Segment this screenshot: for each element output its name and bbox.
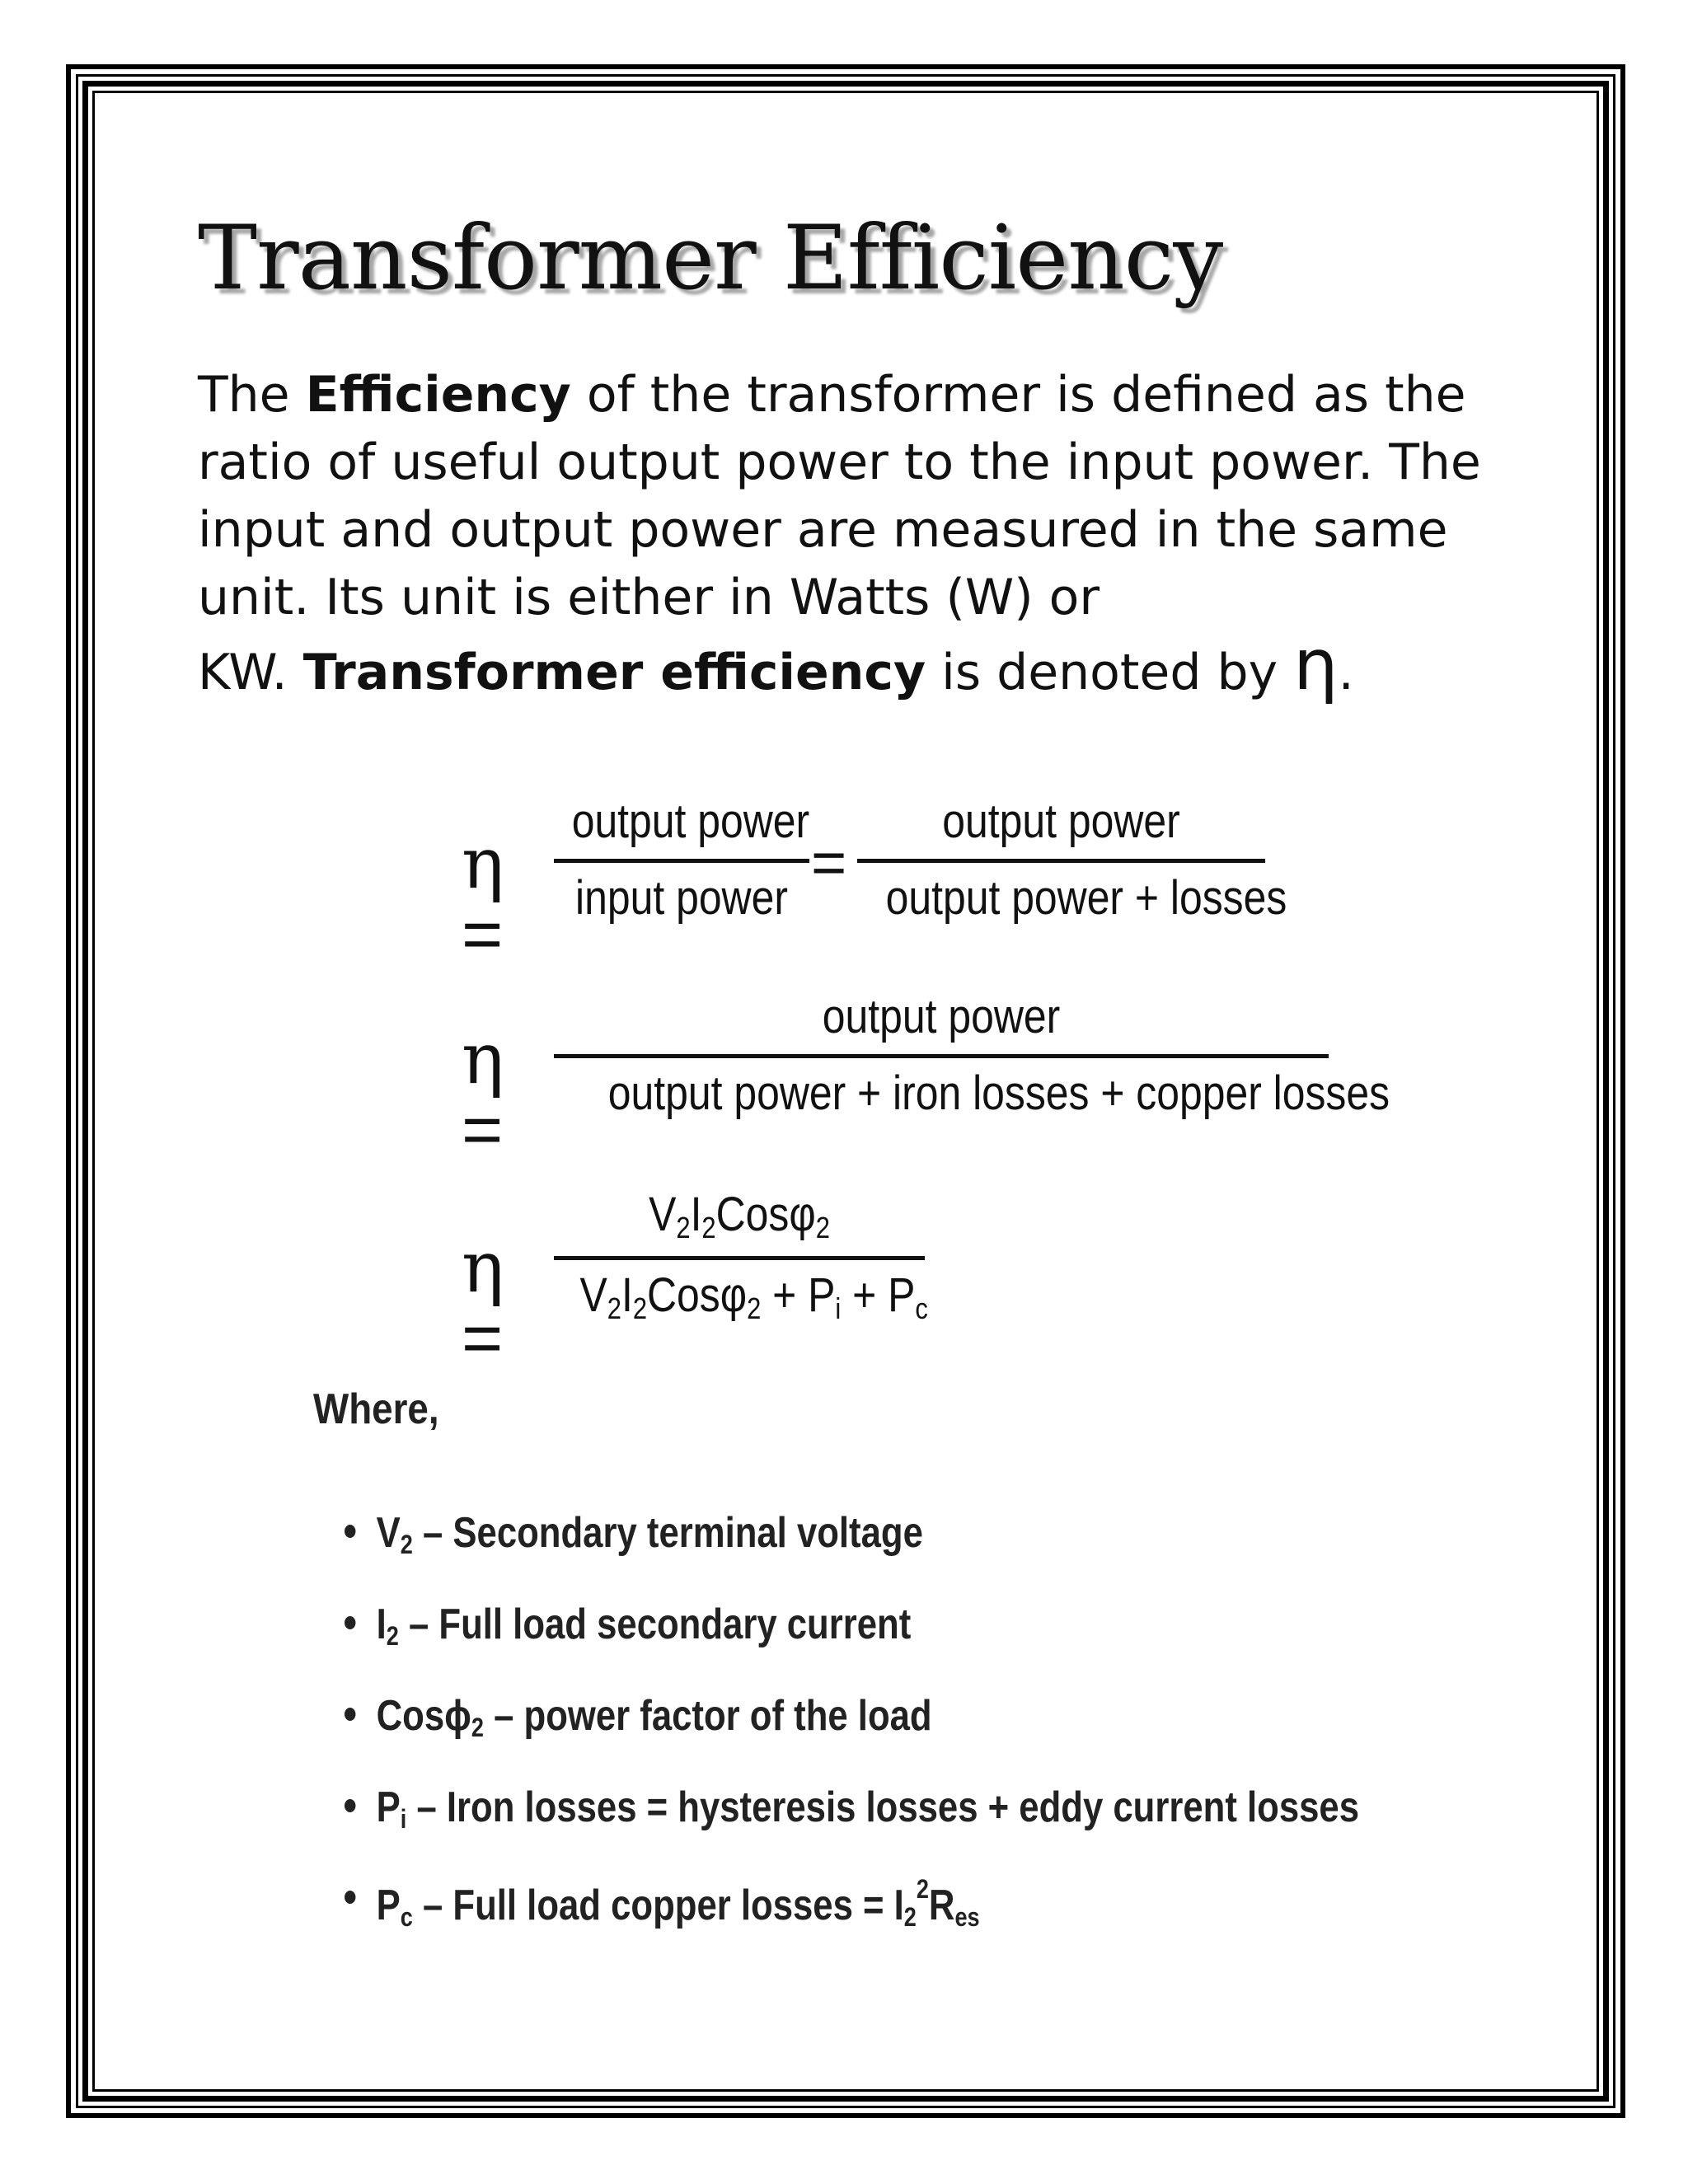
bullet-icon: [345, 1799, 355, 1812]
formula-2-fraction: [554, 990, 1390, 1120]
intro-line-3: input and output power are measured in the same: [198, 501, 1448, 559]
intro-text: The: [198, 366, 306, 424]
list-item: [345, 1600, 1359, 1691]
formula-1-lhs: [462, 823, 504, 974]
numerator: output power: [822, 990, 1061, 1043]
equals-sign: =: [811, 828, 847, 897]
formula-3-lhs: [462, 1226, 504, 1378]
var-I: I: [621, 1268, 633, 1322]
intro-line-4: unit. Its unit is either in Watts (W) or: [198, 569, 1100, 626]
subscript: 2: [607, 1291, 621, 1325]
denominator: input power: [575, 871, 788, 925]
formula-2-lhs: [462, 1018, 504, 1169]
definition-text: – Full load secondary current: [398, 1601, 912, 1648]
eta-symbol: η: [462, 1018, 504, 1100]
intro-bold-transformer-efficiency: Transformer efficiency: [302, 644, 926, 701]
formula-1-fraction-2: [857, 794, 1287, 925]
definition-symbol: P: [376, 1783, 401, 1831]
definition-text: – Iron losses = hysteresis losses + eddy current losses: [406, 1783, 1360, 1831]
list-item: [345, 1691, 1359, 1783]
list-item: [345, 1783, 1359, 1874]
var-V: V: [649, 1188, 677, 1241]
intro-line-1: [198, 361, 1484, 429]
eta-symbol: η: [1293, 624, 1339, 706]
fraction-bar: [857, 859, 1265, 863]
fraction-bar: [554, 1054, 1329, 1058]
definition-text: – Full load copper losses = I: [412, 1881, 904, 1929]
definition-symbol: V: [376, 1509, 401, 1557]
equals-sign: =: [462, 1299, 504, 1378]
subscript: i: [835, 1291, 842, 1325]
subscript: 2: [747, 1291, 762, 1325]
superscript: 2: [916, 1874, 929, 1904]
numerator: output power: [571, 794, 810, 848]
bullet-icon: [345, 1708, 355, 1721]
intro-paragraph: [198, 361, 1484, 706]
bullet-icon: [345, 1616, 355, 1629]
bullet-icon: [345, 1891, 355, 1904]
numerator: output power: [942, 794, 1180, 848]
subscript: 2: [701, 1210, 716, 1244]
var-cos-phi: Cosφ: [715, 1188, 816, 1241]
subscript: c: [915, 1291, 928, 1325]
intro-bold-efficiency: Efficiency: [305, 366, 571, 424]
formula-3-fraction: [554, 1188, 928, 1325]
denominator: output power + iron losses + copper losses: [607, 1066, 1390, 1120]
intro-text: of the transformer is defined as the: [570, 366, 1466, 424]
var-R: R: [928, 1881, 955, 1929]
subscript: 2: [386, 1621, 399, 1652]
subscript: 2: [903, 1901, 917, 1932]
var-I: I: [690, 1188, 702, 1241]
fraction-bar: [554, 859, 809, 863]
fraction-bar: [554, 1256, 925, 1260]
subscript: 2: [400, 1530, 413, 1560]
definition-symbol: Cosϕ: [376, 1692, 471, 1740]
var-V: V: [579, 1268, 607, 1322]
definition-symbol: I: [376, 1601, 387, 1648]
definition-text: – power factor of the load: [483, 1692, 932, 1740]
eta-symbol: η: [462, 823, 504, 905]
bullet-icon: [345, 1525, 355, 1538]
subscript: 2: [815, 1210, 830, 1244]
plus-sign: +: [761, 1268, 809, 1322]
intro-text: .: [1338, 644, 1354, 701]
var-P: P: [888, 1268, 916, 1322]
subscript: c: [400, 1901, 413, 1932]
subscript: i: [400, 1804, 407, 1835]
var-P: P: [808, 1268, 836, 1322]
numerator: [580, 1188, 899, 1244]
eta-symbol: η: [462, 1226, 504, 1309]
page-title: Transformer Efficiency: [198, 207, 1223, 310]
equals-sign: =: [462, 895, 504, 974]
intro-text: is denoted by: [926, 644, 1294, 701]
intro-text: KW.: [198, 644, 303, 701]
plus-sign: +: [841, 1268, 889, 1322]
list-item: [345, 1508, 1359, 1600]
intro-line-5: [198, 624, 1484, 706]
denominator: [579, 1268, 928, 1325]
var-cos-phi: Cosφ: [647, 1268, 748, 1322]
definition-text: – Secondary terminal voltage: [412, 1509, 923, 1557]
denominator: output power + losses: [885, 871, 1287, 925]
list-item: [345, 1874, 1359, 1966]
subscript: 2: [632, 1291, 648, 1325]
equals-sign: =: [462, 1090, 504, 1169]
formula-1-fraction-1: [554, 794, 810, 925]
subscript: 2: [471, 1713, 484, 1743]
definition-symbol: P: [376, 1881, 401, 1929]
subscript: es: [954, 1901, 980, 1932]
where-label: Where,: [313, 1385, 439, 1433]
intro-line-2: ratio of useful output power to the input power. The: [198, 434, 1481, 491]
definitions-list: [345, 1508, 1552, 1966]
subscript: 2: [676, 1210, 691, 1244]
